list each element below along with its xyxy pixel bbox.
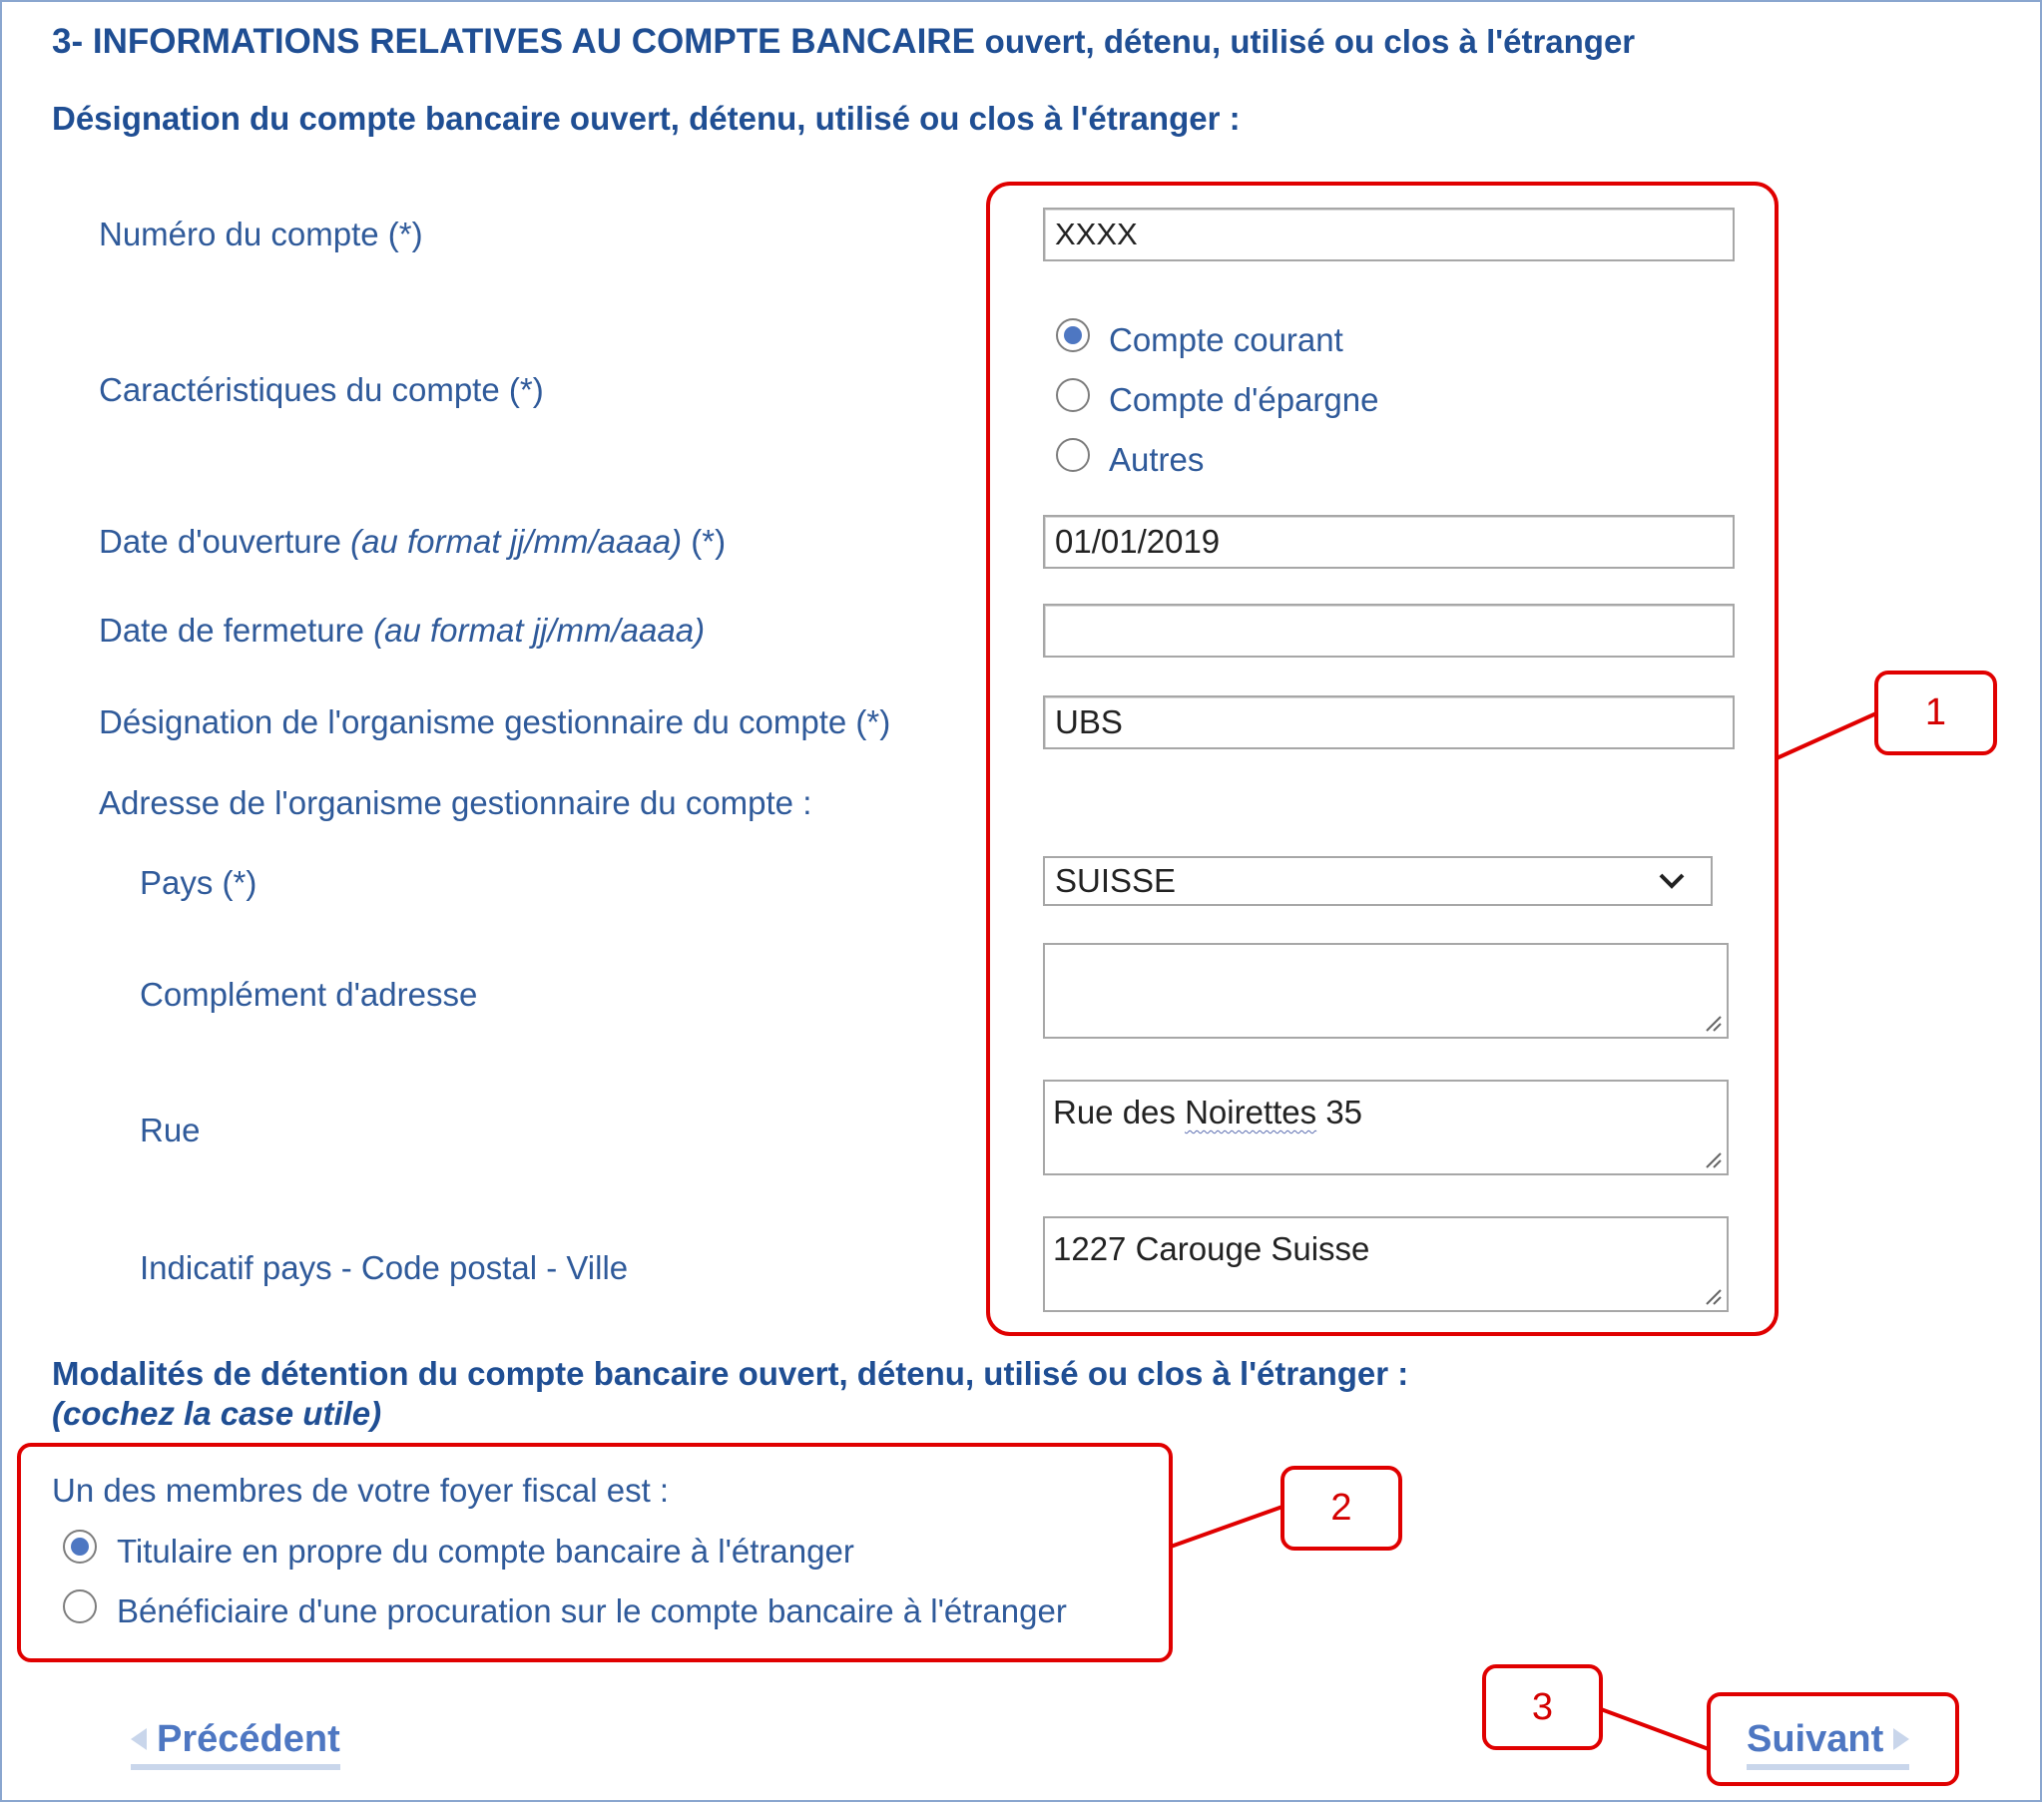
annotation-box-2 [17,1443,1173,1662]
annotation-connector-3 [1601,1704,1709,1754]
previous-button[interactable] [131,1716,340,1762]
country-label: Pays (*) [140,864,257,901]
country-select-value: SUISSE [1055,862,1177,899]
previous-label: Précédent [157,1717,340,1760]
callout-2: 2 [1280,1466,1402,1551]
account-number-label: Numéro du compte (*) [99,216,423,252]
holding-intro: Un des membres de votre foyer fiscal est : [52,1472,670,1509]
street-label: Rue [140,1112,201,1148]
arrow-left-icon [131,1728,147,1750]
complement-label: Complément d'adresse [140,976,478,1013]
radio-label-titulaire: Titulaire en propre du compte bancaire à l'étranger [117,1533,854,1570]
designation-heading: Désignation du compte bancaire ouvert, détenu, utilisé ou clos à l'étranger : [52,100,1241,137]
postal-label: Indicatif pays - Code postal - Ville [140,1249,629,1286]
postal-value: 1227 Carouge Suisse [1053,1230,1370,1267]
holding-hint: (cochez la case utile) [52,1395,382,1432]
organism-label: Désignation de l'organisme gestionnaire du compte (*) [99,703,891,740]
opening-date-label: Date d'ouverture (au format jj/mm/aaaa) (*) [99,523,727,560]
next-label: Suivant [1747,1717,1884,1760]
closing-date-label: Date de fermeture (au format jj/mm/aaaa) [99,612,706,649]
address-heading: Adresse de l'organisme gestionnaire du compte : [99,784,812,821]
account-number-input[interactable]: XXXX [1043,208,1735,261]
opening-date-input[interactable]: 01/01/2019 [1043,515,1735,569]
characteristics-label: Caractéristiques du compte (*) [99,371,544,408]
organism-input[interactable]: UBS [1043,695,1735,749]
annotation-box-3 [1707,1692,1959,1786]
annotation-connector-1 [1777,708,1876,768]
holding-heading: Modalités de détention du compte bancaire ouvert, détenu, utilisé ou clos à l'étranger : [52,1355,1409,1392]
radio-label-compte-epargne: Compte d'épargne [1109,381,1379,418]
radio-label-beneficiaire: Bénéficiaire d'une procuration sur le compte bancaire à l'étranger [117,1592,1067,1629]
previous-underline [131,1764,340,1770]
annotation-box-1 [986,182,1779,1336]
radio-label-compte-courant: Compte courant [1109,321,1343,358]
section-title: 3- INFORMATIONS RELATIVES AU COMPTE BANCAIRE ouvert, détenu, utilisé ou clos à l'étranger [52,22,1636,61]
radio-label-autres: Autres [1109,441,1205,478]
annotation-connector-2 [1171,1502,1282,1552]
callout-3: 3 [1482,1664,1603,1750]
callout-1: 1 [1874,671,1997,755]
street-value: Rue des Noirettes 35 [1053,1094,1363,1130]
